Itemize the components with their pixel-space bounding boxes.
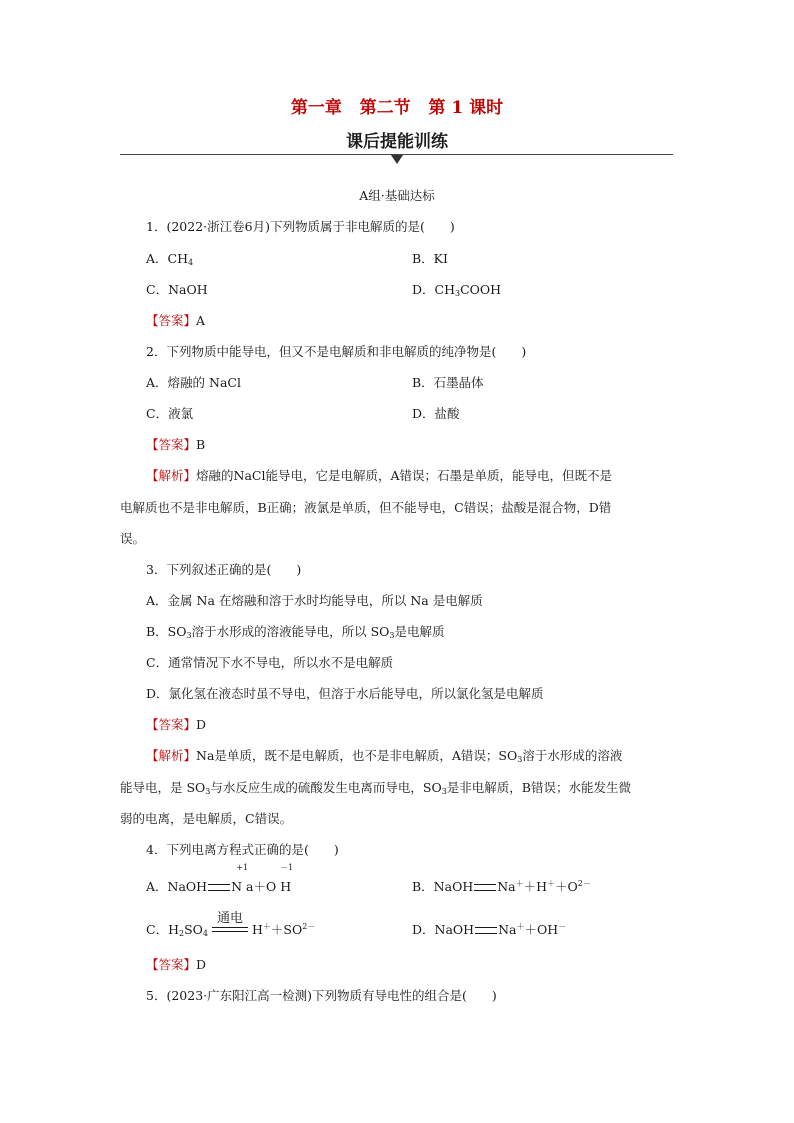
question-3-option-d: D．氯化氢在液态时虽不导电，但溶于水后能导电，所以氯化氢是电解质 (146, 686, 544, 701)
answer-label: 【答案】 (146, 957, 197, 972)
chapter-label: 第一章 (290, 98, 342, 118)
question-4-option-d: D．NaOH Na＋＋OH－ (412, 922, 567, 937)
question-4-option-b: B．NaOH $Na^++H^++O^{2-}$ (412, 879, 591, 894)
question-3-analysis-line-1: 【解析】Na是单质，既不是电解质，也不是非电解质，A错误；$SO_3$溶于水形成的溶液 (146, 748, 623, 764)
question-3-stem: 3．下列叙述正确的是( ) (146, 562, 302, 577)
answer-label: 【答案】 (146, 717, 197, 732)
question-3-analysis-line-2: 能导电，是 $SO_3$与水反应生成的硫酸发生电离而导电，$SO_3$是非电解质，B错误；水能发生微 (120, 780, 631, 796)
question-3-option-b: B．$SO_3$溶于水形成的溶液能导电，所以 $SO_3$是电解质 (146, 624, 445, 640)
question-2-stem: 2．下列物质中能导电，但又不是电解质和非电解质的纯净物是( ) (146, 344, 527, 359)
divider-down-triangle-icon (391, 155, 403, 165)
question-3-answer: 【答案】D (146, 717, 207, 732)
subtitle: 课后提能训练 (346, 132, 448, 152)
equals-sign (474, 884, 496, 891)
question-4-answer: 【答案】D (146, 957, 207, 972)
question-2-option-d: D．盐酸 (412, 406, 460, 421)
question-3-analysis-line-3: 弱的电离，是电解质，C错误。 (120, 811, 293, 826)
chapter-heading (0, 97, 794, 119)
question-4-option-a: A．NaOH +1 N a＋O －1 H (146, 863, 294, 894)
question-3-option-c: C．通常情况下水不导电，所以水不是电解质 (146, 655, 394, 670)
group-title: A组·基础达标 (359, 188, 435, 203)
question-1-answer: 【答案】A (146, 313, 206, 328)
question-1-stem: 1．(2022·浙江卷6月)下列物质属于非电解质的是( ) (146, 219, 455, 234)
question-1-option-b: B．KI (412, 251, 448, 266)
question-1-option-d: D．$CH_3COOH$ (412, 282, 502, 298)
electrolysis-condition: 通电 (212, 921, 248, 941)
question-5-stem: 5．(2023·广东阳江高一检测)下列物质有导电性的组合是( ) (146, 988, 497, 1003)
answer-label: 【答案】 (146, 437, 197, 452)
question-2-option-a: A．熔融的 NaCl (146, 375, 241, 390)
question-1-option-a: A．$CH_4$ (146, 251, 194, 267)
section-label: 第二节 (359, 98, 411, 118)
question-2-analysis-line-1: 【解析】熔融的NaCl能导电，它是电解质，A错误；石墨是单质，能导电，但既不是 (146, 468, 612, 483)
question-1-option-c: C．NaOH (146, 282, 208, 297)
answer-label: 【答案】 (146, 313, 197, 328)
equals-sign (208, 884, 230, 891)
question-2-answer: 【答案】B (146, 437, 206, 452)
question-2-option-b: B．石墨晶体 (412, 375, 484, 390)
question-2-analysis-line-3: 误。 (120, 531, 146, 546)
question-2-analysis-line-2: 电解质也不是非电解质，B正确；液氯是单质，但不能导电，C错误；盐酸是混合物，D错 (120, 500, 612, 515)
equals-sign (475, 927, 497, 934)
analysis-label: 【解析】 (146, 748, 197, 763)
lesson-label: 第 1 课时 (428, 98, 504, 118)
question-4-option-c: C．$H_2SO_4$ 通电 $H^++SO^{2-}$ (146, 920, 315, 941)
question-2-option-c: C．液氯 (146, 406, 194, 421)
question-3-option-a: A．金属 Na 在熔融和溶于水时均能导电，所以 Na 是电解质 (146, 593, 483, 608)
analysis-label: 【解析】 (146, 468, 197, 483)
question-4-stem: 4．下列电离方程式正确的是( ) (146, 842, 339, 857)
